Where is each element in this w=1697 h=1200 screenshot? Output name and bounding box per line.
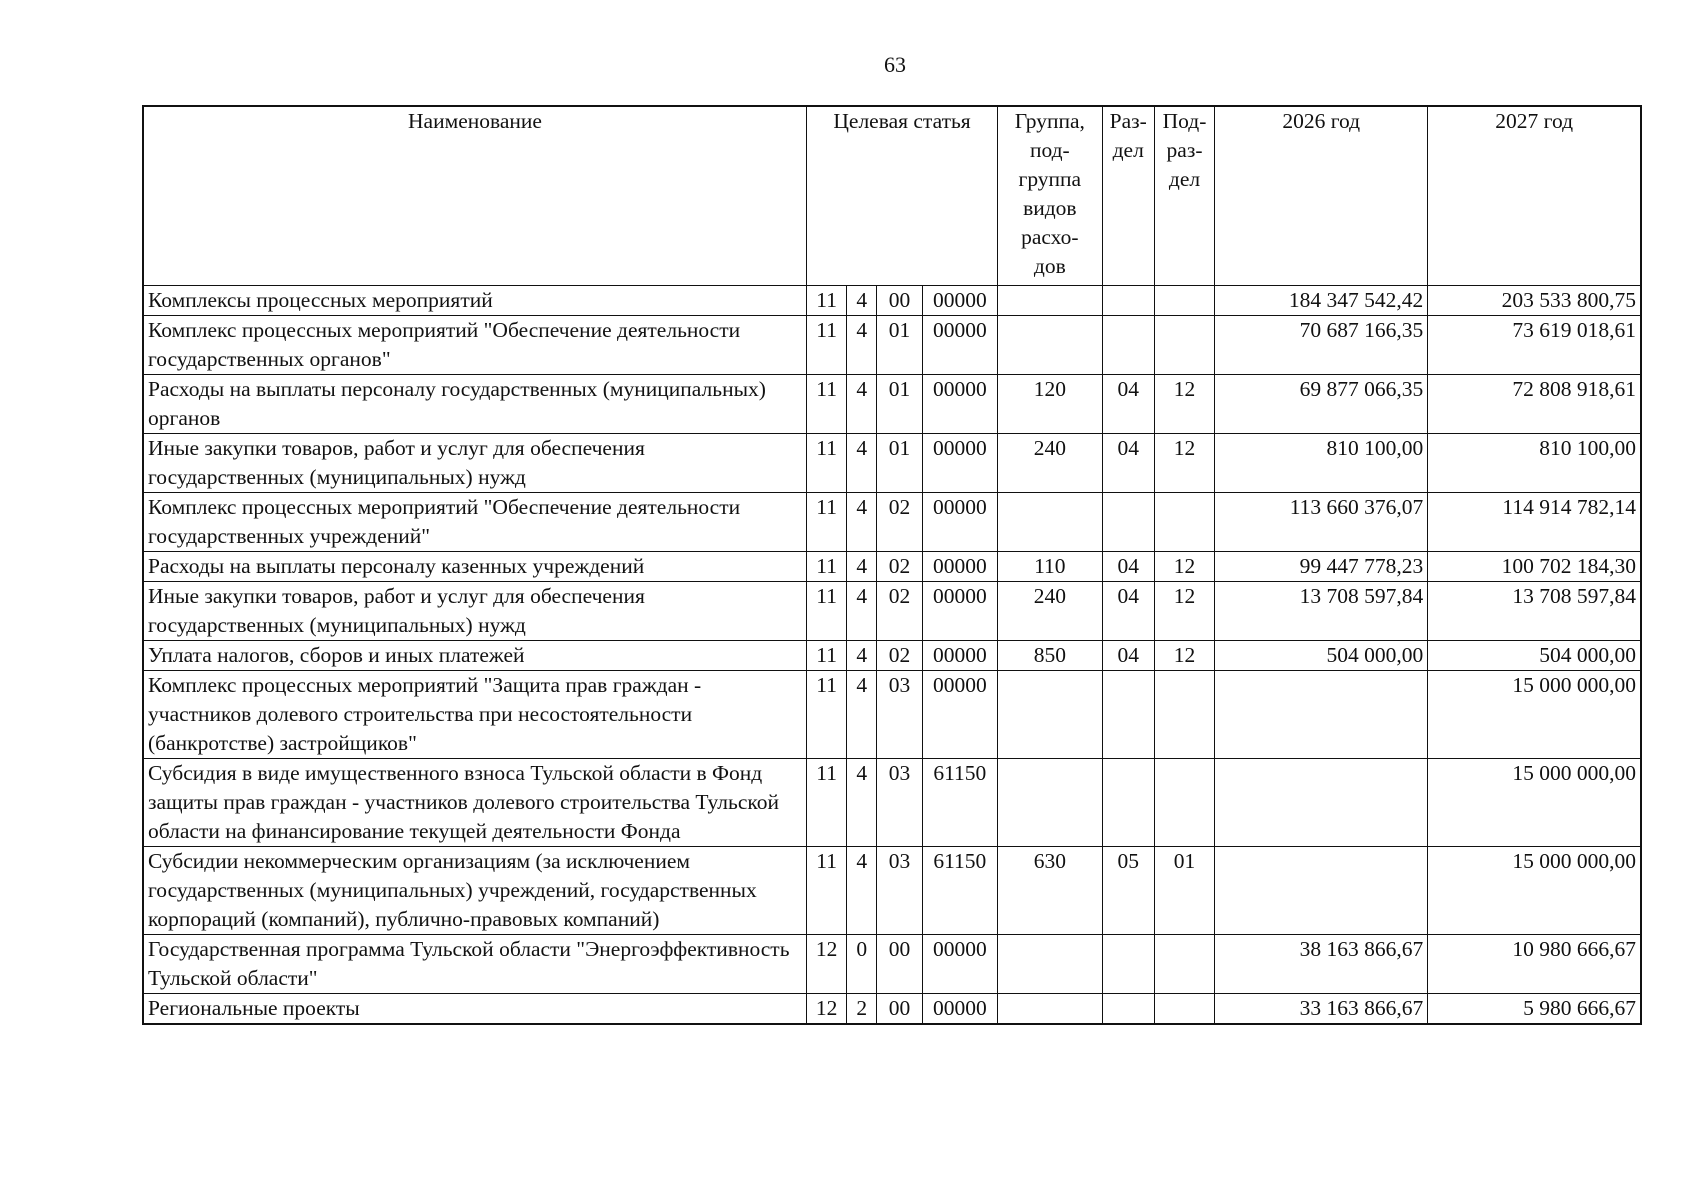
cell-section: 04 [1102,582,1154,641]
cell-name: Иные закупки товаров, работ и услуг для обеспечения государственных (муниципальных) нужд [143,582,807,641]
cell-group: 240 [998,582,1103,641]
cell-2026: 33 163 866,67 [1215,994,1428,1025]
table-row [143,552,1641,582]
header-2027: 2027 год [1428,106,1641,286]
cell-subsection: 12 [1154,375,1214,434]
cell-target-direction: 00000 [922,286,997,316]
cell-section [1102,493,1154,552]
table-row [143,671,1641,759]
cell-name: Расходы на выплаты персоналу государственных (муниципальных) органов [143,375,807,434]
cell-2027: 5 980 666,67 [1428,994,1641,1025]
cell-target-element: 01 [877,375,922,434]
cell-target-program: 11 [807,641,847,671]
cell-name: Расходы на выплаты персоналу казенных учреждений [143,552,807,582]
cell-2027: 15 000 000,00 [1428,847,1641,935]
budget-table [142,105,1642,1025]
cell-2026 [1215,671,1428,759]
page-number: 63 [884,52,906,77]
cell-target-program: 11 [807,759,847,847]
cell-target-type: 0 [847,935,877,994]
cell-target-program: 11 [807,286,847,316]
cell-target-direction: 00000 [922,671,997,759]
cell-target-element: 03 [877,759,922,847]
cell-target-type: 4 [847,434,877,493]
cell-group [998,759,1103,847]
table-row [143,847,1641,935]
table-header-row [143,106,1641,286]
cell-target-type: 4 [847,671,877,759]
cell-target-type: 4 [847,759,877,847]
cell-section: 04 [1102,552,1154,582]
cell-2026 [1215,759,1428,847]
cell-section [1102,671,1154,759]
cell-target-direction: 00000 [922,493,997,552]
cell-group [998,671,1103,759]
cell-target-direction: 00000 [922,552,997,582]
header-group: Группа, под- группа видов расхо- дов [998,106,1103,286]
cell-group: 630 [998,847,1103,935]
cell-name: Комплекс процессных мероприятий "Защита прав граждан - участников долевого строительства при несостоятельности (банкротстве) застройщиков" [143,671,807,759]
cell-target-element: 00 [877,286,922,316]
cell-name: Иные закупки товаров, работ и услуг для обеспечения государственных (муниципальных) нужд [143,434,807,493]
table-row [143,493,1641,552]
cell-target-direction: 00000 [922,375,997,434]
cell-target-program: 11 [807,582,847,641]
cell-2027: 15 000 000,00 [1428,759,1641,847]
cell-target-element: 01 [877,434,922,493]
cell-2026: 69 877 066,35 [1215,375,1428,434]
cell-target-type: 4 [847,582,877,641]
cell-section [1102,316,1154,375]
cell-target-direction: 00000 [922,994,997,1025]
cell-2027: 504 000,00 [1428,641,1641,671]
cell-target-type: 2 [847,994,877,1025]
cell-2027: 15 000 000,00 [1428,671,1641,759]
cell-2027: 10 980 666,67 [1428,935,1641,994]
cell-section: 04 [1102,641,1154,671]
cell-name: Комплекс процессных мероприятий "Обеспечение деятельности государственных учреждений" [143,493,807,552]
cell-group: 110 [998,552,1103,582]
cell-target-element: 03 [877,671,922,759]
cell-subsection: 12 [1154,641,1214,671]
cell-section: 04 [1102,434,1154,493]
header-2026: 2026 год [1215,106,1428,286]
cell-group [998,935,1103,994]
cell-target-type: 4 [847,641,877,671]
cell-group [998,994,1103,1025]
cell-group: 240 [998,434,1103,493]
cell-target-direction: 00000 [922,582,997,641]
cell-2027: 100 702 184,30 [1428,552,1641,582]
cell-2027: 72 808 918,61 [1428,375,1641,434]
cell-target-direction: 61150 [922,847,997,935]
cell-target-element: 02 [877,493,922,552]
cell-target-program: 11 [807,434,847,493]
cell-target-direction: 00000 [922,935,997,994]
cell-group: 850 [998,641,1103,671]
cell-name: Комплексы процессных мероприятий [143,286,807,316]
cell-subsection: 12 [1154,582,1214,641]
cell-subsection: 12 [1154,434,1214,493]
table-row [143,935,1641,994]
cell-section [1102,935,1154,994]
cell-target-program: 12 [807,994,847,1025]
cell-target-program: 11 [807,671,847,759]
cell-2026 [1215,847,1428,935]
cell-2026: 13 708 597,84 [1215,582,1428,641]
cell-name: Субсидии некоммерческим организациям (за исключением государственных (муниципальных) учреждений, государственных корпораций (компаний), публично-правовых компаний) [143,847,807,935]
cell-subsection [1154,671,1214,759]
table-row [143,434,1641,493]
cell-target-element: 03 [877,847,922,935]
header-name: Наименование [143,106,807,286]
cell-name: Государственная программа Тульской области "Энергоэффективность Тульской области" [143,935,807,994]
cell-name: Субсидия в виде имущественного взноса Тульской области в Фонд защиты прав граждан - участников долевого строительства Тульской области на финансирование текущей деятельности Фонда [143,759,807,847]
header-target-article: Целевая статья [807,106,998,286]
cell-2027: 203 533 800,75 [1428,286,1641,316]
cell-target-program: 12 [807,935,847,994]
cell-subsection: 12 [1154,552,1214,582]
cell-target-direction: 00000 [922,641,997,671]
cell-2027: 13 708 597,84 [1428,582,1641,641]
cell-group [998,286,1103,316]
cell-target-element: 02 [877,582,922,641]
cell-subsection [1154,493,1214,552]
cell-target-type: 4 [847,316,877,375]
cell-subsection: 01 [1154,847,1214,935]
cell-target-type: 4 [847,493,877,552]
cell-target-type: 4 [847,286,877,316]
cell-2027: 73 619 018,61 [1428,316,1641,375]
cell-2027: 114 914 782,14 [1428,493,1641,552]
cell-subsection [1154,759,1214,847]
cell-group [998,493,1103,552]
cell-target-program: 11 [807,493,847,552]
cell-target-type: 4 [847,552,877,582]
cell-target-element: 02 [877,641,922,671]
cell-subsection [1154,316,1214,375]
cell-section [1102,286,1154,316]
cell-target-direction: 61150 [922,759,997,847]
header-section: Раз- дел [1102,106,1154,286]
cell-subsection [1154,994,1214,1025]
cell-section [1102,759,1154,847]
cell-section [1102,994,1154,1025]
table-row [143,759,1641,847]
cell-2027: 810 100,00 [1428,434,1641,493]
cell-target-type: 4 [847,375,877,434]
cell-target-direction: 00000 [922,316,997,375]
cell-target-direction: 00000 [922,434,997,493]
cell-2026: 38 163 866,67 [1215,935,1428,994]
cell-2026: 70 687 166,35 [1215,316,1428,375]
table-row [143,286,1641,316]
cell-target-element: 01 [877,316,922,375]
cell-group: 120 [998,375,1103,434]
cell-group [998,316,1103,375]
header-subsection: Под- раз- дел [1154,106,1214,286]
cell-subsection [1154,935,1214,994]
table-row [143,641,1641,671]
cell-target-program: 11 [807,847,847,935]
cell-2026: 810 100,00 [1215,434,1428,493]
table-row [143,582,1641,641]
cell-target-element: 02 [877,552,922,582]
cell-2026: 504 000,00 [1215,641,1428,671]
cell-2026: 99 447 778,23 [1215,552,1428,582]
cell-target-type: 4 [847,847,877,935]
cell-target-program: 11 [807,316,847,375]
cell-target-element: 00 [877,935,922,994]
cell-target-program: 11 [807,552,847,582]
cell-subsection [1154,286,1214,316]
cell-name: Комплекс процессных мероприятий "Обеспечение деятельности государственных органов" [143,316,807,375]
cell-2026: 113 660 376,07 [1215,493,1428,552]
cell-target-program: 11 [807,375,847,434]
cell-section: 04 [1102,375,1154,434]
table-row [143,994,1641,1025]
cell-2026: 184 347 542,42 [1215,286,1428,316]
cell-target-element: 00 [877,994,922,1025]
table-row [143,316,1641,375]
cell-name: Уплата налогов, сборов и иных платежей [143,641,807,671]
table-row [143,375,1641,434]
cell-name: Региональные проекты [143,994,807,1025]
cell-section: 05 [1102,847,1154,935]
